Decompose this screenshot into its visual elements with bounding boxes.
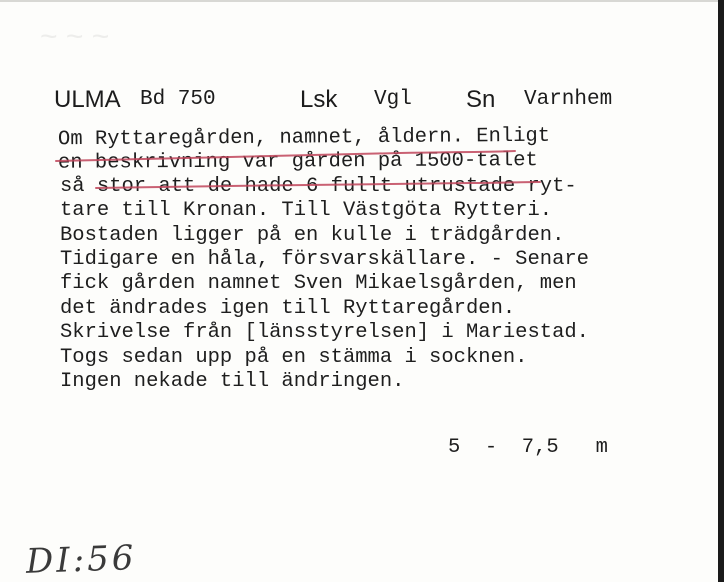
text-line: det ändrades igen till Ryttaregården.	[60, 296, 516, 320]
card-right-edge	[718, 0, 724, 582]
text-line: så stor att de hade 6 fullt utrustade ryt-	[60, 174, 577, 198]
landskap-label: Lsk	[300, 86, 338, 113]
card-header	[0, 86, 700, 116]
socken-value: Varnhem	[524, 88, 613, 111]
text-line: Om Ryttaregården, namnet, åldern. Enligt	[57, 124, 551, 152]
card-body	[58, 126, 698, 394]
text-line: Tidigare en håla, försvarskällare. - Senare	[60, 247, 589, 271]
socken-label: Sn	[466, 86, 496, 113]
record-number: Bd 750	[140, 88, 216, 111]
text-line: fick gården namnet Sven Mikaelsgården, men	[60, 272, 577, 296]
measurement-note: 5 - 7,5 m	[448, 436, 608, 459]
text-line: tare till Kronan. Till Västgöta Rytteri.	[60, 199, 553, 223]
text-line: Togs sedan upp på en stämma i socknen.	[60, 345, 528, 369]
landskap-value: Vgl	[374, 88, 412, 111]
card-top-edge	[0, 0, 724, 2]
text-line: en beskrivning var gården på 1500-talet	[57, 149, 538, 176]
text-line: Bostaden ligger på en kulle i trädgården.	[60, 223, 565, 247]
archive-code: ULMA	[54, 86, 121, 113]
bleed-through-text: ~ ~ ~	[40, 20, 110, 53]
text-line: Ingen nekade till ändringen.	[60, 369, 405, 393]
text-line: Skrivelse från [länsstyrelsen] i Mariestad.	[60, 321, 589, 345]
handwritten-signature: DI:56	[25, 538, 138, 582]
